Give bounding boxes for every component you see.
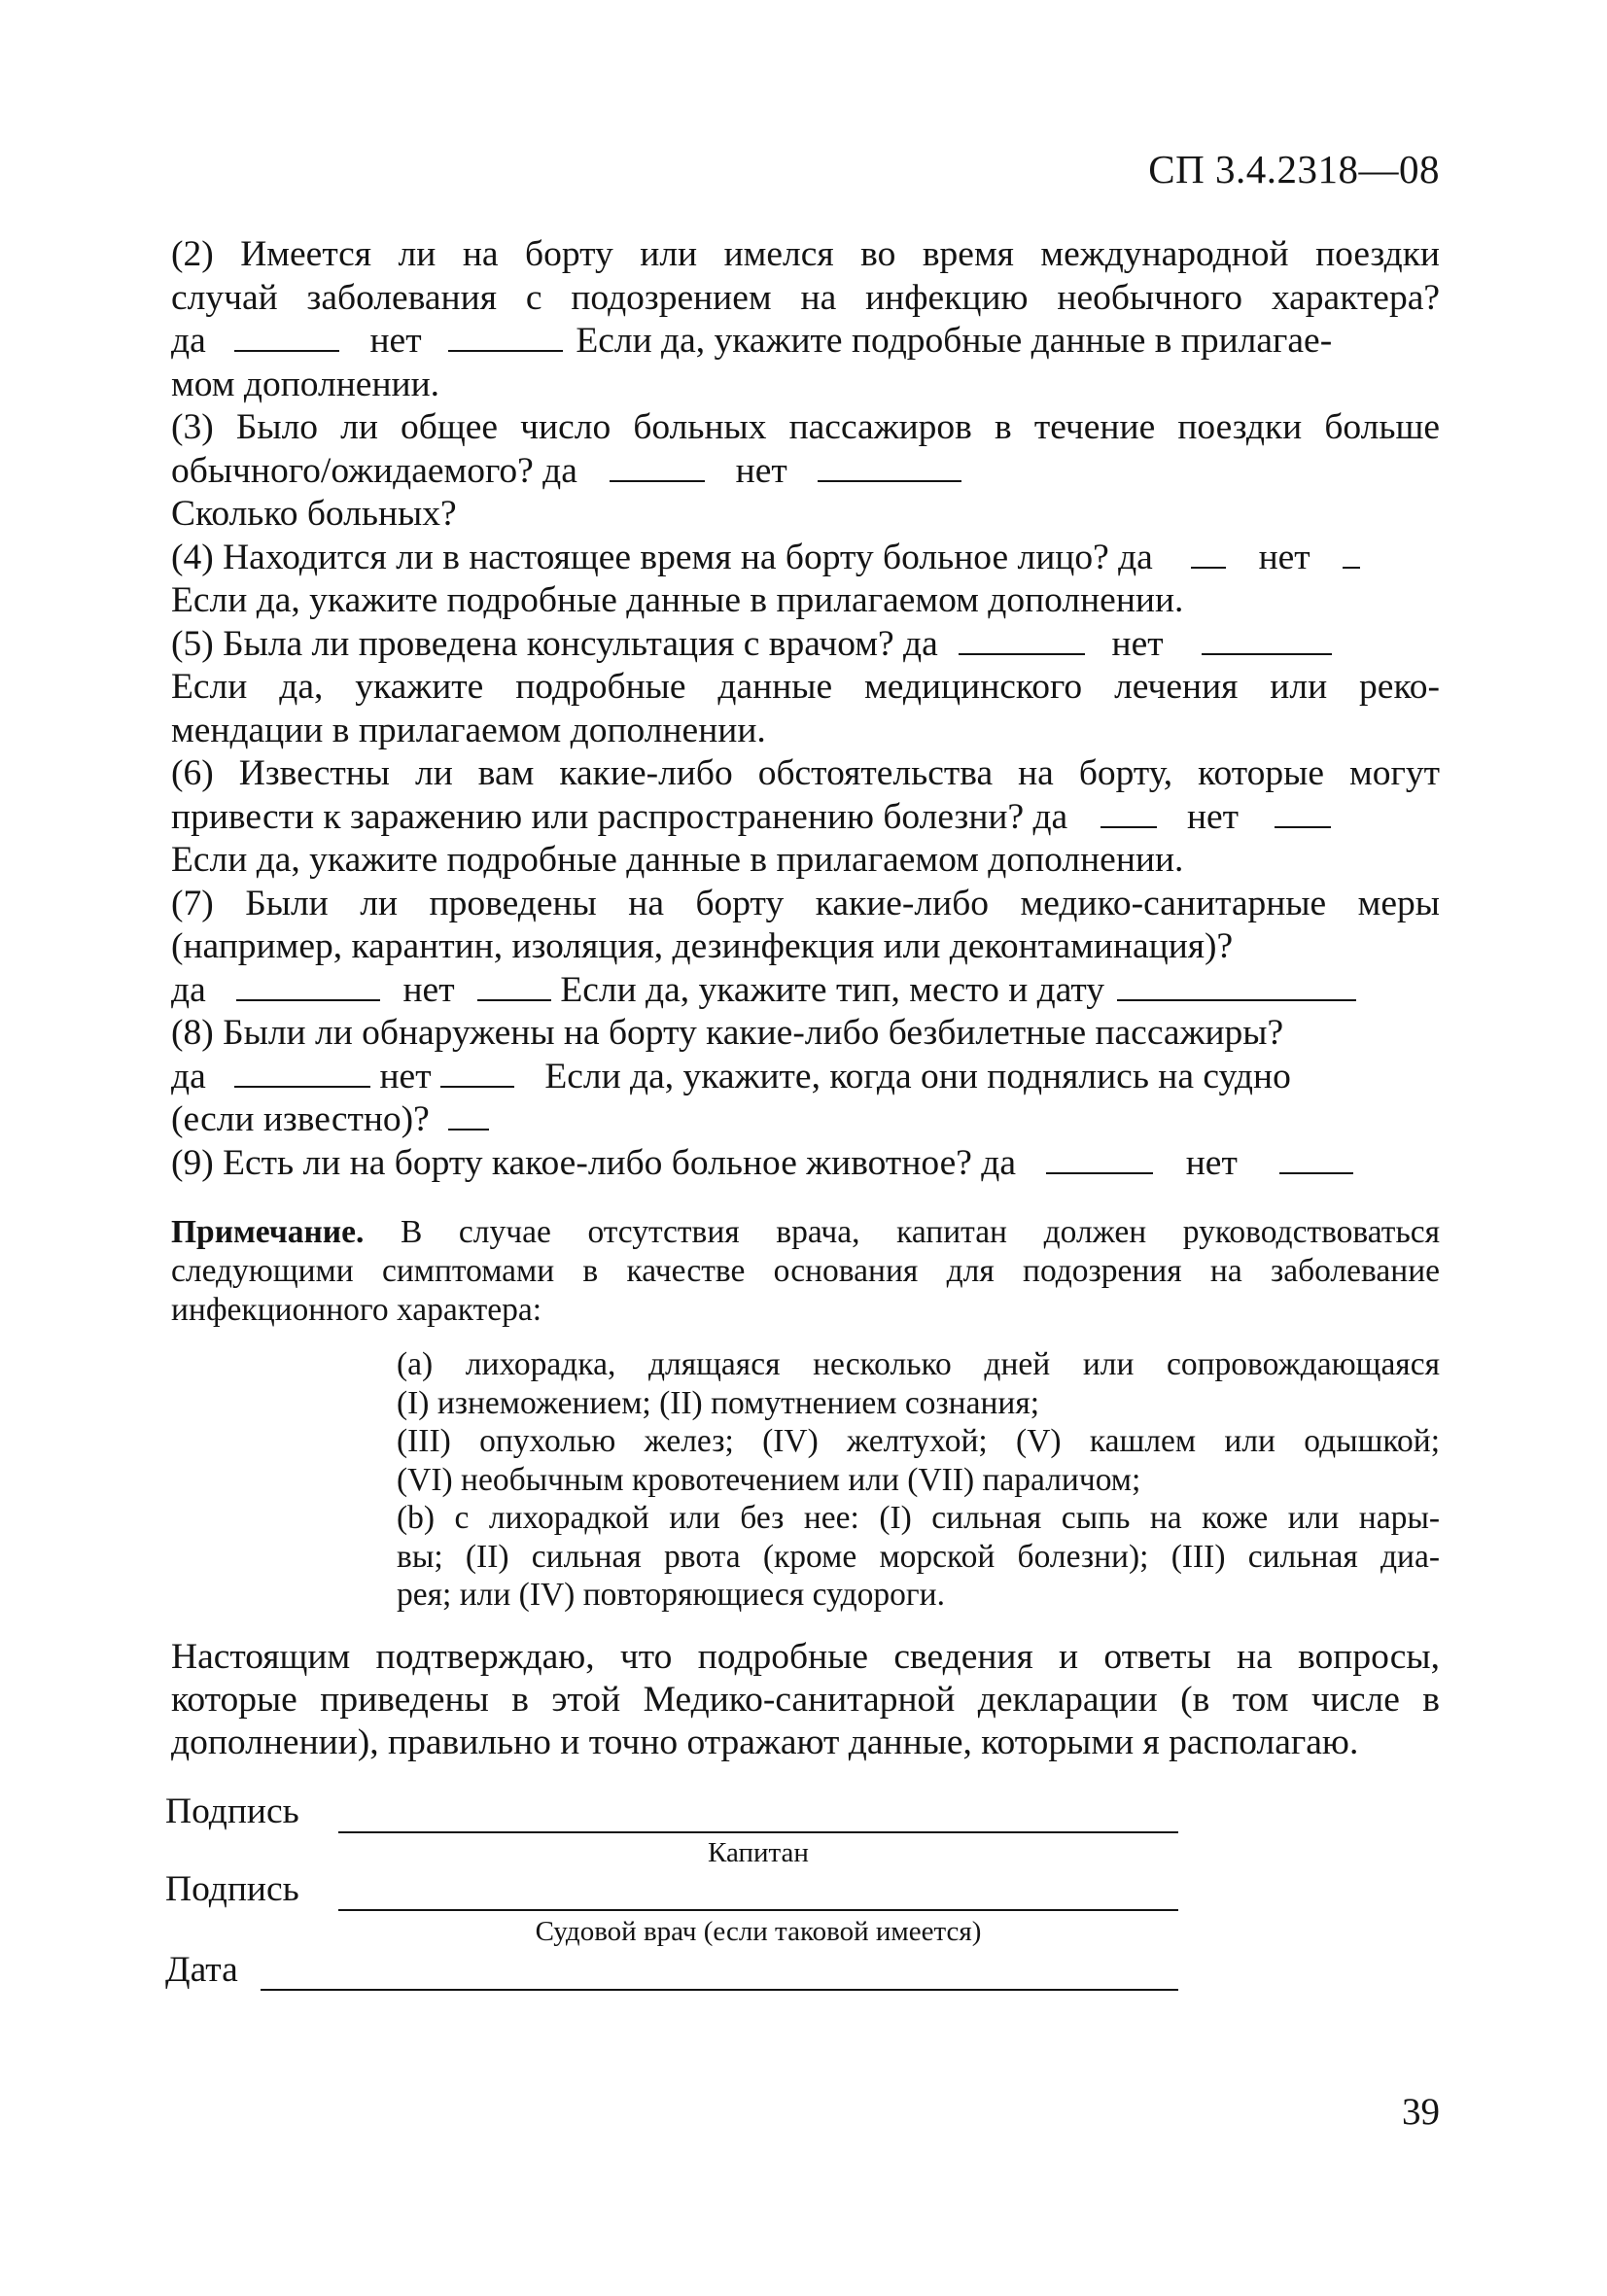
q6-no-label: нет bbox=[1186, 796, 1240, 837]
note-line1 bbox=[171, 1213, 1440, 1252]
signature-captain-line[interactable] bbox=[338, 1831, 1178, 1833]
q8-line3-wrap bbox=[171, 1098, 1440, 1142]
q4-answer-line bbox=[171, 537, 1440, 580]
q9-no-label: нет bbox=[1185, 1142, 1238, 1183]
q8-no-label: нет bbox=[379, 1056, 432, 1096]
q4-question-text: (4) Находится ли в настоящее время на борту больное лицо? да bbox=[171, 537, 1153, 577]
symptom-line: (b) с лихорадкой или без нее: (I) сильная сыпь на коже или нары- bbox=[397, 1500, 1440, 1536]
confirmation-line: дополнении), правильно и точно отражают данные, которыми я располагаю. bbox=[171, 1722, 1359, 1762]
q6-line1: (6) Известны ли вам какие-либо обстоятельства на борту, которые могут bbox=[171, 753, 1440, 793]
q4-no-label: нет bbox=[1258, 537, 1310, 577]
q7-no-blank[interactable] bbox=[477, 970, 551, 1001]
note-block bbox=[171, 1213, 1440, 1330]
q5-question-text: (5) Была ли проведена консультация с врачом? да bbox=[171, 623, 938, 664]
q2-instruction: Если да, укажите подробные данные в прилагае- bbox=[576, 321, 1333, 361]
q2-no-label: нет bbox=[369, 321, 422, 361]
q5-line2: Если да, укажите подробные данные медицинского лечения или реко- bbox=[171, 667, 1440, 707]
q2-yes-label: да bbox=[171, 321, 206, 361]
q9-answer-line bbox=[171, 1142, 1440, 1186]
signature-captain-caption: Капитан bbox=[708, 1837, 809, 1868]
symptom-line: (а) лихорадка, длящаяся несколько дней или сопровождающаяся bbox=[397, 1346, 1440, 1382]
q5-no-blank[interactable] bbox=[1202, 624, 1332, 655]
note-label: Примечание. bbox=[171, 1214, 365, 1250]
questions-block bbox=[171, 233, 1440, 1185]
q7-yes-label: да bbox=[171, 969, 206, 1010]
q3-question-text: обычного/ожидаемого? да bbox=[171, 450, 577, 491]
q2-instruction-cont: мом дополнении. bbox=[171, 364, 440, 404]
symptom-line: (III) опухолью желез; (IV) желтухой; (V) кашлем или одышкой; bbox=[397, 1423, 1440, 1459]
q8-no-blank[interactable] bbox=[440, 1057, 514, 1088]
q7-line2: (например, карантин, изоляция, дезинфекция или деконтаминация)? bbox=[171, 926, 1234, 966]
q7-yes-blank[interactable] bbox=[236, 970, 380, 1001]
q3-yes-blank[interactable] bbox=[610, 451, 705, 482]
q2-line2: случай заболевания с подозрением на инфекцию необычного характера? bbox=[171, 277, 1440, 318]
q9-no-blank[interactable] bbox=[1279, 1143, 1353, 1174]
symptom-line: вы; (II) сильная рвота (кроме морской болезни); (III) сильная диа- bbox=[397, 1538, 1440, 1575]
confirmation-line: Настоящим подтверждаю, что подробные сведения и ответы на вопросы, bbox=[171, 1637, 1440, 1677]
q6-no-blank[interactable] bbox=[1275, 797, 1331, 828]
q7-no-label: нет bbox=[402, 969, 455, 1010]
q5-no-label: нет bbox=[1111, 623, 1164, 664]
q3-answer-line bbox=[171, 450, 1440, 494]
symptoms-list bbox=[397, 1345, 1440, 1615]
confirmation-block bbox=[171, 1636, 1440, 1764]
q3-line3: Сколько больных? bbox=[171, 494, 457, 534]
q4-yes-blank[interactable] bbox=[1191, 538, 1226, 569]
note-line3: инфекционного характера: bbox=[171, 1292, 542, 1328]
q8-line1: (8) Были ли обнаружены на борту какие-либо безбилетные пассажиры? bbox=[171, 1013, 1284, 1053]
q3-line1: (3) Было ли общее число больных пассажиров в течение поездки больше bbox=[171, 407, 1440, 447]
q2-no-blank[interactable] bbox=[448, 321, 563, 352]
date-line[interactable] bbox=[261, 1989, 1178, 1991]
signature-doctor-caption: Судовой врач (если таковой имеется) bbox=[535, 1916, 982, 1947]
q7-details-blank[interactable] bbox=[1117, 970, 1356, 1001]
q8-yes-label: да bbox=[171, 1056, 206, 1096]
q9-question-text: (9) Есть ли на борту какое-либо больное животное? да bbox=[171, 1142, 1016, 1183]
document-code: СП 3.4.2318—08 bbox=[1148, 147, 1440, 191]
q2-line1: (2) Имеется ли на борту или имелся во время международной поездки bbox=[171, 234, 1440, 274]
q2-answer-line bbox=[171, 320, 1440, 364]
signature-captain-label: Подпись bbox=[165, 1792, 299, 1831]
q3-no-label: нет bbox=[735, 450, 787, 491]
symptom-line: (VI) необычным кровотечением или (VII) параличом; bbox=[397, 1461, 1141, 1498]
symptom-line: (I) изнеможением; (II) помутнением сознания; bbox=[397, 1384, 1040, 1421]
date-label: Дата bbox=[165, 1950, 238, 1990]
q7-answer-line bbox=[171, 969, 1440, 1013]
q6-line3: Если да, укажите подробные данные в прилагаемом дополнении. bbox=[171, 840, 1184, 880]
q6-answer-line bbox=[171, 796, 1440, 840]
q7-instruction: Если да, укажите тип, место и дату bbox=[560, 969, 1105, 1010]
q8-answer-line bbox=[171, 1056, 1440, 1099]
q7-line1: (7) Были ли проведены на борту какие-либо медико-санитарные меры bbox=[171, 883, 1440, 923]
q8-yes-blank[interactable] bbox=[234, 1057, 370, 1088]
note-text: В случае отсутствия врача, капитан должен руководствоваться bbox=[400, 1214, 1440, 1250]
confirmation-line: которые приведены в этой Медико-санитарной декларации (в том числе в bbox=[171, 1680, 1440, 1720]
q3-no-blank[interactable] bbox=[818, 451, 961, 482]
signature-doctor-line[interactable] bbox=[338, 1909, 1178, 1911]
q8-instruction: Если да, укажите, когда они поднялись на судно bbox=[544, 1056, 1291, 1096]
q6-yes-blank[interactable] bbox=[1100, 797, 1157, 828]
symptom-line: рея; или (IV) повторяющиеся судороги. bbox=[397, 1577, 945, 1613]
q6-question-text: привести к заражению или распространению болезни? да bbox=[171, 796, 1068, 837]
note-line2: следующими симптомами в качестве основания для подозрения на заболевание bbox=[171, 1253, 1440, 1289]
q8-when-blank[interactable] bbox=[448, 1099, 489, 1131]
q4-line2: Если да, укажите подробные данные в прилагаемом дополнении. bbox=[171, 580, 1184, 620]
q8-line3: (если известно)? bbox=[171, 1099, 430, 1139]
q2-yes-blank[interactable] bbox=[234, 321, 339, 352]
q9-yes-blank[interactable] bbox=[1046, 1143, 1153, 1174]
q5-yes-blank[interactable] bbox=[959, 624, 1085, 655]
q5-answer-line bbox=[171, 623, 1440, 667]
q4-no-blank[interactable] bbox=[1343, 538, 1360, 569]
signature-doctor-label: Подпись bbox=[165, 1869, 299, 1909]
q5-line3: мендации в прилагаемом дополнении. bbox=[171, 710, 766, 750]
page-number: 39 bbox=[1402, 2091, 1440, 2133]
